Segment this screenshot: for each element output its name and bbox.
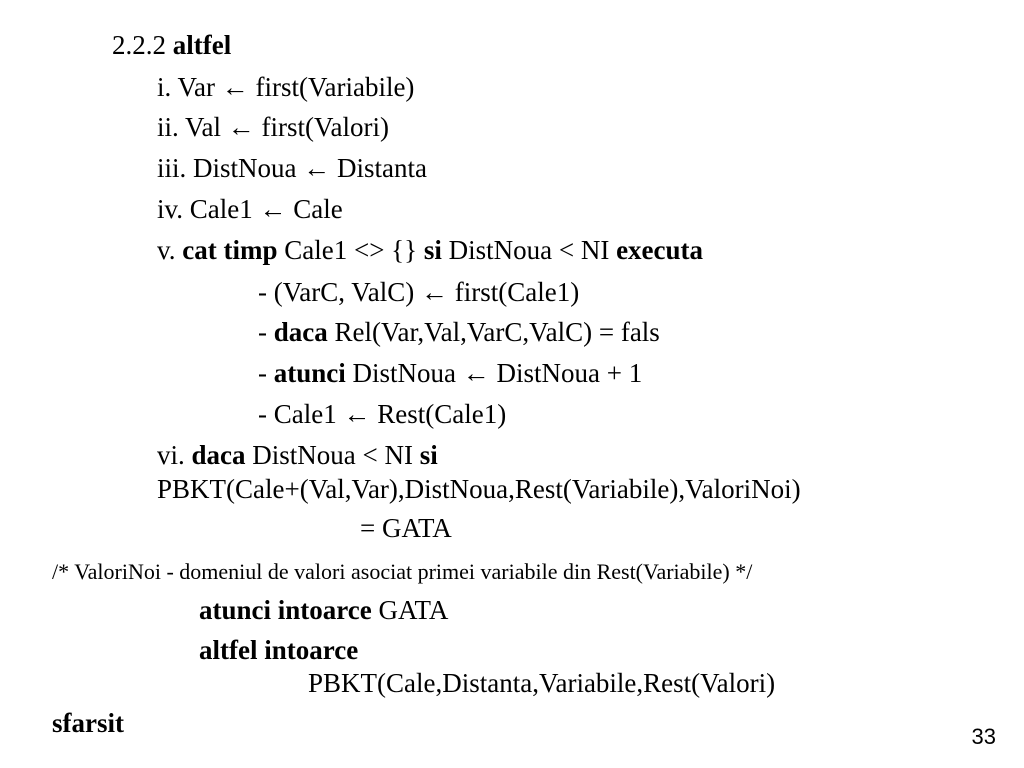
loop-line-2-dash: - [258, 317, 274, 347]
comment-line: /* ValoriNoi - domeniul de valori asociat primei variabile din Rest(Variabile) */ [52, 559, 753, 584]
loop-line-1: - (VarC, ValC) ← first(Cale1) [258, 277, 580, 307]
keyword-sfarsit: sfarsit [52, 708, 124, 738]
step-ii: ii. Val ← first(Valori) [157, 112, 389, 142]
page-number: 33 [971, 724, 996, 749]
step-iv: iv. Cale1 ← Cale [157, 194, 343, 224]
keyword-si-vi: si [419, 440, 438, 470]
loop-line-4: - Cale1 ← Rest(Cale1) [258, 399, 507, 429]
end-keyword [52, 708, 124, 738]
loop-line-2-text: Rel(Var,Val,VarC,ValC) = fals [327, 317, 660, 347]
keyword-atunci: atunci [273, 358, 346, 388]
keyword-altfel-intoarce: altfel intoarce [199, 635, 359, 665]
step-v-condition-2: DistNoua < NI [441, 235, 617, 265]
step-v-condition-1: Cale1 <> {} [277, 235, 424, 265]
section-heading [112, 30, 231, 60]
step-v [157, 235, 703, 265]
else-return-call: PBKT(Cale,Distanta,Variabile,Rest(Valori) [308, 668, 776, 698]
step-i: i. Var ← first(Variabile) [157, 72, 415, 102]
step-iii: iii. DistNoua ← Distanta [157, 153, 427, 183]
step-v-number: v. [157, 235, 176, 265]
loop-line-3 [258, 358, 642, 388]
keyword-daca: daca [273, 317, 328, 347]
equals-gata: = GATA [360, 513, 452, 543]
else-return-line [199, 635, 358, 665]
pbkt-recursive-call: PBKT(Cale+(Val,Var),DistNoua,Rest(Variabile),ValoriNoi) [157, 474, 801, 504]
keyword-altfel: altfel [172, 30, 232, 60]
section-number: 2.2.2 [112, 30, 166, 60]
step-vi-condition: DistNoua < NI [245, 440, 420, 470]
keyword-executa: executa [616, 235, 704, 265]
keyword-daca-vi: daca [191, 440, 246, 470]
step-vi-number: vi. [157, 440, 192, 470]
keyword-atunci-intoarce: atunci intoarce [199, 595, 372, 625]
step-vi [157, 440, 438, 470]
loop-line-3-text: DistNoua ← DistNoua + 1 [345, 358, 643, 388]
then-return-line [199, 595, 448, 625]
then-return-value: GATA [371, 595, 449, 625]
keyword-si: si [423, 235, 442, 265]
loop-line-3-dash: - [258, 358, 274, 388]
keyword-cat-timp: cat timp [182, 235, 278, 265]
loop-line-2 [258, 317, 660, 347]
